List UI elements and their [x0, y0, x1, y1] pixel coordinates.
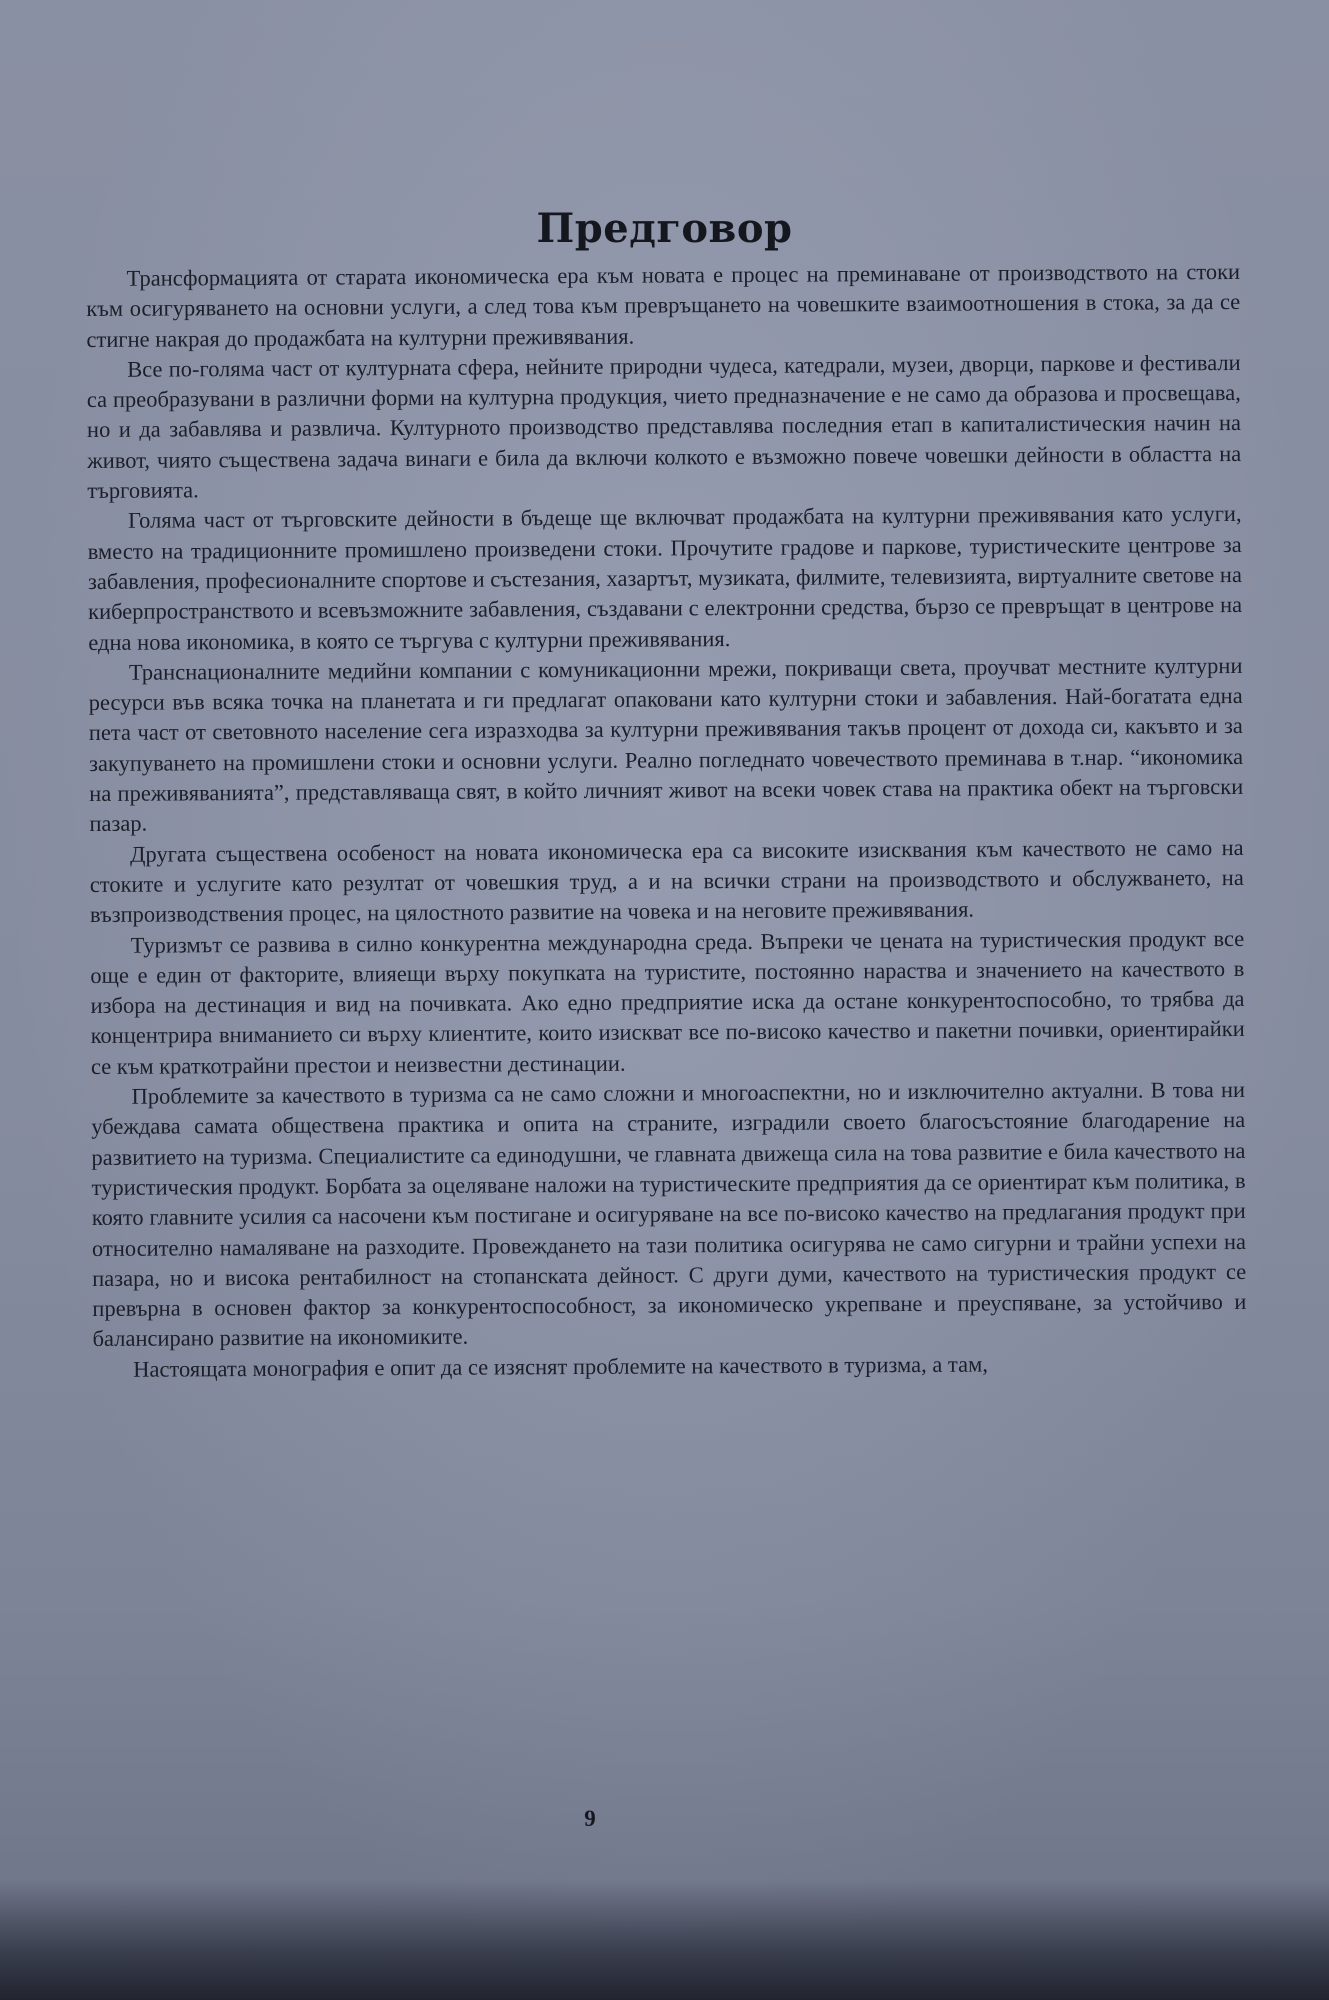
- paragraph: Все по-голяма част от културната сфера, нейните природни чудеса, катедрали, музеи, дворци, паркове и фестивали са преобразувани в различни форми на културна продукция, чието предназначение е не само да образова и просвещава, но и да забавлява и развлича. Културното производство представлява последния етап в капиталистическия начин на живот, чиято съществена задача винаги е била да включи колкото е възможно повече човешки дейности в областта на търговията.: [86, 349, 1242, 504]
- paragraph: Настоящата монография е опит да се изяснят проблемите на качеството в туризма, а там,: [133, 1351, 988, 1382]
- page-title: Предговор: [536, 204, 793, 252]
- paragraph: Транснационалните медийни компании с комуникационни мрежи, покриващи света, проучват местните културни ресурси във всяка точка на планетата и ги предлагат опаковани като културни стоки и забавления. Най-богатата една пета част от световното население сега изразходва за културни преживявания такъв процент от дохода си, какъвто и за закупуването на промишлени стоки и основни услуги. Реално погледнато човечеството преминава в т.нар. “икономика на преживяванията”, представляваща свят, в който личният живот на всеки човек става на практика обект на търговски пазар.: [88, 652, 1244, 837]
- page-number: 9: [584, 1806, 596, 1831]
- paragraph: Трансформацията от старата икономическа ера към новата е процес на преминаване от производството на стоки към осигуряването на основни услуги, а след това към превръщането на човешките взаимоотношения в стока, за да се стигне накрая до продажбата на културни преживявания.: [86, 258, 1241, 352]
- body-text: [86, 257, 1247, 1385]
- paragraph: Другата съществена особеност на новата икономическа ера са високите изисквания към качеството не само на стоките и услугите като резултат от човешкия труд, а и на всички страни на производството и обслужването, на възпроизводствения процес, на цялостното развитие на човека и на неговите преживявания.: [89, 834, 1244, 928]
- paragraph: Проблемите за качеството в туризма са не само сложни и многоаспектни, но и изключително актуални. В това ни убеждава самата обществена практика и опита на страните, изградили своето благосъстояние благодарение на развитието на туризма. Специалистите са единодушни, че главната движеща сила на това развитие е била качеството на туристическия продукт. Борбата за оцеляване наложи на туристическите предприятия да се ориентират към политика, в която главните усилия са насочени към постигане и осигуряване на все по-високо качество на предлагания продукт при относително намаляване на разходите. Провеждането на тази политика осигурява не само сигурни и трайни успехи на пазара, но и висока рентабилност на стопанската дейност. С други думи, качеството на туристическия продукт се превърна в основен фактор за конкурентоспособност, за икономическо укрепване и преуспяване, за устойчиво и балансирано развитие на икономиките.: [91, 1076, 1247, 1352]
- paragraph: Туризмът се развива в силно конкурентна международна среда. Въпреки че цената на туристическия продукт все още е един от факторите, влияещи върху покупката на туристите, постоянно нараства и значението на качеството в избора на дестинация и вид на почивката. Ако едно предприятие иска да остане конкурентоспособно, то трябва да концентрира вниманието си върху клиентите, които изискват все по-високо качество и пакетни почивки, ориентирайки се към краткотрайни престои и неизвестни дестинации.: [90, 925, 1245, 1079]
- page-edge-shadow: [0, 1880, 1329, 2000]
- paragraph: Голяма част от търговските дейности в бъдеще ще включват продажбата на културни преживявания като услуги, вместо на традиционните промишлено произведени стоки. Прочутите градове и паркове, туристическите центрове за забавления, професионалните спортове и състезания, хазартът, музиката, филмите, телевизията, виртуалните светове на киберпространството и всевъзможните забавления, създавани с електронни средства, бързо се превръщат в центрове на една нова икономика, в която се търгува с културни преживявания.: [87, 501, 1243, 655]
